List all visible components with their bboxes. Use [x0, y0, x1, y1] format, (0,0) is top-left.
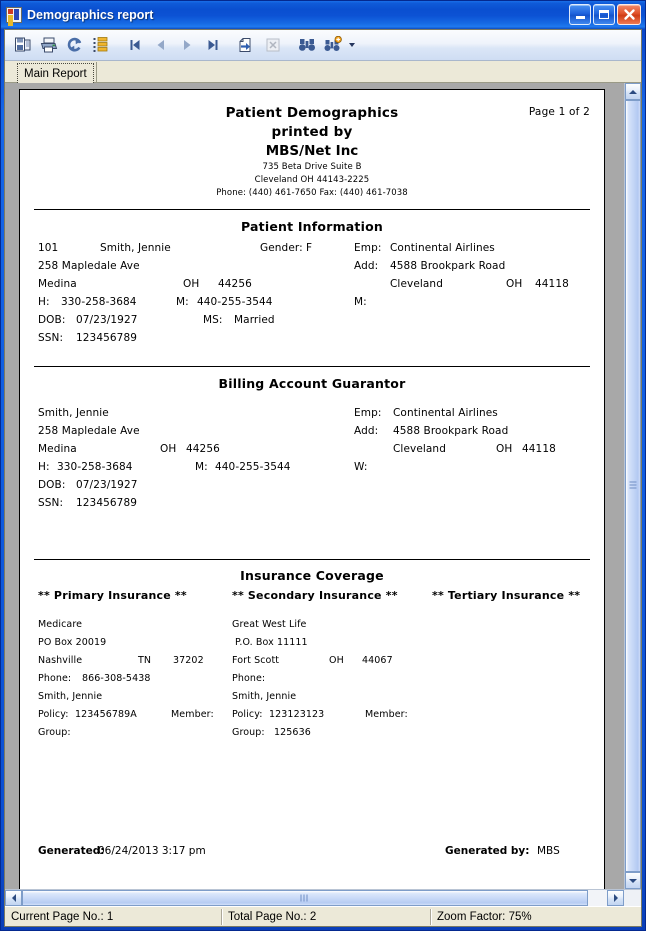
patient-dob-label: DOB:	[38, 314, 66, 326]
patient-emp-city: Cleveland	[390, 278, 443, 290]
search-next-dropdown-arrow[interactable]	[347, 34, 356, 56]
secondary-group-label: Group:	[232, 727, 265, 738]
patient-mobile-label: M:	[176, 296, 189, 308]
window-controls	[569, 4, 641, 25]
report-page-backdrop	[5, 83, 624, 889]
patient-state: OH	[183, 278, 200, 290]
tab-main-report-label: Main Report	[24, 67, 87, 80]
patient-information-title: Patient Information	[241, 219, 383, 234]
first-page-icon	[127, 37, 143, 53]
maximize-icon	[599, 10, 609, 19]
guarantor-title: Billing Account Guarantor	[218, 376, 406, 391]
binoculars-next-icon	[324, 36, 342, 54]
guarantor-add-label: Add:	[354, 425, 379, 437]
scroll-up-button[interactable]	[625, 83, 641, 100]
guarantor-work-label: W:	[354, 461, 368, 473]
generated-value: 06/24/2013 3:17 pm	[98, 845, 206, 857]
guarantor-emp-state: OH	[496, 443, 513, 455]
go-to-page-icon	[238, 36, 256, 54]
horizontal-scrollbar-thumb[interactable]	[22, 890, 588, 906]
primary-member-label: Member:	[171, 709, 214, 720]
tertiary-insurance-heading: ** Tertiary Insurance **	[432, 589, 581, 602]
patient-emp-state: OH	[506, 278, 523, 290]
report-company-address1: 735 Beta Drive Suite B	[262, 162, 362, 172]
guarantor-dob-value: 07/23/1927	[76, 479, 138, 491]
tertiary-phone-value	[432, 673, 597, 691]
binoculars-icon	[298, 36, 316, 54]
guarantor-ssn-value: 123456789	[76, 497, 138, 509]
patient-home-label: H:	[38, 296, 50, 308]
guarantor-row-dob	[38, 479, 590, 497]
report-toolbar	[5, 30, 641, 61]
secondary-insurance-column	[232, 619, 427, 745]
secondary-group-value: 125636	[274, 727, 311, 738]
group-tree-icon	[92, 36, 110, 54]
report-title-line1: Patient Demographics	[225, 105, 399, 121]
guarantor-row-city	[38, 443, 590, 461]
title-bar	[1, 1, 645, 29]
patient-ms-label: MS:	[203, 314, 223, 326]
primary-carrier: Medicare	[38, 619, 83, 630]
client-area	[4, 29, 642, 927]
horizontal-scrollbar-row	[5, 889, 641, 906]
primary-state: TN	[138, 655, 152, 666]
patient-account-no: 101	[38, 242, 59, 254]
patient-emp-address: 4588 Brookpark Road	[390, 260, 506, 272]
guarantor-home-label: H:	[38, 461, 50, 473]
patient-zip: 44256	[218, 278, 252, 290]
last-page-button[interactable]	[201, 33, 225, 57]
export-disk-icon	[14, 36, 32, 54]
tertiary-address	[432, 637, 597, 655]
search-text-button[interactable]	[295, 33, 319, 57]
stop-loading-icon	[266, 38, 280, 52]
chevron-right-icon	[614, 894, 618, 902]
next-page-button[interactable]	[175, 33, 199, 57]
scrollbar-grip-icon	[301, 895, 310, 902]
close-icon	[623, 8, 636, 21]
status-zoom-factor: Zoom Factor: 75%	[437, 910, 532, 923]
toggle-group-tree-button[interactable]	[89, 33, 113, 57]
primary-phone-label: Phone:	[38, 673, 72, 684]
search-next-button[interactable]	[321, 33, 345, 57]
guarantor-emp-address: 4588 Brookpark Road	[393, 425, 509, 437]
patient-name: Smith, Jennie	[100, 242, 171, 254]
patient-mobile-phone: 440-255-3544	[197, 296, 273, 308]
guarantor-dob-label: DOB:	[38, 479, 66, 491]
insurance-headings	[20, 589, 604, 611]
guarantor-row-ssn	[38, 497, 590, 515]
secondary-policy-label: Policy:	[232, 709, 263, 720]
stop-loading-button[interactable]	[261, 33, 285, 57]
scroll-right-button[interactable]	[607, 890, 624, 906]
patient-home-phone: 330-258-3684	[61, 296, 137, 308]
report-title-line2: printed by	[271, 124, 353, 140]
guarantor-zip: 44256	[186, 443, 220, 455]
minimize-icon	[576, 16, 585, 19]
patient-row-phones	[38, 296, 590, 314]
primary-insurance-column	[38, 619, 233, 745]
next-page-icon	[179, 37, 195, 53]
patient-emp-value: Continental Airlines	[390, 242, 495, 254]
maximize-button[interactable]	[593, 4, 615, 25]
report-page	[19, 89, 605, 889]
guarantor-name: Smith, Jennie	[38, 407, 109, 419]
report-page-number: Page 1 of 2	[528, 106, 590, 118]
tertiary-city	[432, 655, 597, 673]
report-footer	[20, 845, 604, 861]
vertical-scrollbar-thumb[interactable]	[625, 100, 641, 872]
report-viewer	[5, 83, 641, 906]
print-report-button[interactable]	[37, 33, 61, 57]
window-title: Demographics report	[27, 8, 154, 22]
guarantor-emp-city: Cleveland	[393, 443, 446, 455]
guarantor-emp-label: Emp:	[354, 407, 382, 419]
guarantor-emp-value: Continental Airlines	[393, 407, 498, 419]
guarantor-address: 258 Mapledale Ave	[38, 425, 140, 437]
patient-emp-add-label: Add:	[354, 260, 379, 272]
go-to-page-button[interactable]	[235, 33, 259, 57]
chevron-down-icon	[629, 879, 637, 883]
primary-zip: 37202	[173, 655, 204, 666]
previous-page-icon	[153, 37, 169, 53]
report-company-name: MBS/Net Inc	[265, 143, 359, 159]
tab-main-report[interactable]	[17, 63, 94, 83]
scroll-down-button[interactable]	[625, 872, 641, 889]
scroll-left-button[interactable]	[5, 890, 22, 906]
tab-strip-filler	[96, 62, 641, 82]
secondary-member-label: Member:	[365, 709, 408, 720]
primary-policy-label: Policy:	[38, 709, 69, 720]
patient-city: Medina	[38, 278, 77, 290]
first-page-button[interactable]	[123, 33, 147, 57]
guarantor-mobile-phone: 440-255-3544	[215, 461, 291, 473]
patient-emp-zip: 44118	[535, 278, 569, 290]
secondary-insurance-heading: ** Secondary Insurance **	[232, 589, 398, 602]
patient-information-body	[20, 242, 604, 350]
patient-row-address	[38, 260, 590, 278]
scrollbar-grip-icon	[630, 482, 637, 491]
refresh-icon	[66, 36, 84, 54]
secondary-subscriber: Smith, Jennie	[232, 691, 297, 702]
guarantor-row-phones	[38, 461, 590, 479]
report-viewer-row	[5, 83, 641, 889]
guarantor-city: Medina	[38, 443, 77, 455]
report-company-contact: Phone: (440) 461-7650 Fax: (440) 461-7038	[216, 188, 408, 198]
patient-ssn-value: 123456789	[76, 332, 138, 344]
guarantor-row-address	[38, 425, 590, 443]
generated-label: Generated:	[38, 845, 105, 857]
patient-row-city	[38, 278, 590, 296]
report-header	[20, 90, 604, 200]
printer-icon	[40, 36, 58, 54]
patient-ssn-label: SSN:	[38, 332, 64, 344]
patient-address: 258 Mapledale Ave	[38, 260, 140, 272]
secondary-carrier: Great West Life	[232, 619, 307, 630]
generated-by-label: Generated by:	[445, 845, 530, 857]
last-page-icon	[205, 37, 221, 53]
close-button[interactable]	[617, 4, 641, 25]
tertiary-insurance-column	[432, 619, 597, 745]
tertiary-carrier	[432, 619, 597, 637]
status-bar	[5, 906, 641, 926]
secondary-city: Fort Scott	[232, 655, 280, 666]
primary-phone-value: 866-308-5438	[82, 673, 151, 684]
primary-address: PO Box 20019	[38, 637, 107, 648]
guarantor-mobile-label: M:	[195, 461, 208, 473]
insurance-coverage-title: Insurance Coverage	[240, 568, 384, 583]
primary-subscriber: Smith, Jennie	[38, 691, 103, 702]
patient-gender-value: F	[306, 242, 313, 254]
guarantor-emp-zip: 44118	[522, 443, 556, 455]
status-total-page: Total Page No.: 2	[228, 910, 317, 923]
tertiary-group-value	[432, 727, 597, 745]
chevron-left-icon	[12, 894, 16, 902]
patient-emp-label: Emp:	[354, 242, 382, 254]
chevron-up-icon	[629, 90, 637, 94]
tertiary-policy-value	[432, 709, 597, 727]
refresh-button[interactable]	[63, 33, 87, 57]
secondary-state: OH	[329, 655, 344, 666]
report-company-address2: Cleveland OH 44143-2225	[254, 175, 370, 185]
secondary-policy-value: 123123123	[269, 709, 325, 720]
secondary-zip: 44067	[362, 655, 393, 666]
primary-group-label: Group:	[38, 727, 71, 738]
guarantor-home-phone: 330-258-3684	[57, 461, 133, 473]
guarantor-ssn-label: SSN:	[38, 497, 64, 509]
primary-city: Nashville	[38, 655, 83, 666]
secondary-phone-label: Phone:	[232, 673, 266, 684]
patient-row-dob	[38, 314, 590, 332]
minimize-button[interactable]	[569, 4, 591, 25]
secondary-address: P.O. Box 11111	[235, 637, 308, 648]
patient-dob-value: 07/23/1927	[76, 314, 138, 326]
guarantor-state: OH	[160, 443, 177, 455]
insurance-columns	[20, 611, 604, 761]
guarantor-row-name	[38, 407, 590, 425]
guarantor-body	[20, 399, 604, 515]
status-current-page: Current Page No.: 1	[11, 910, 114, 923]
horizontal-scrollbar-track[interactable]	[588, 890, 607, 906]
patient-row-name	[38, 242, 590, 260]
report-tab-strip	[5, 61, 641, 83]
patient-emp-mobile-label: M:	[354, 296, 367, 308]
vertical-scrollbar[interactable]	[624, 83, 641, 889]
previous-page-button[interactable]	[149, 33, 173, 57]
patient-ms-value: Married	[234, 314, 275, 326]
primary-policy-value: 123456789A	[75, 709, 137, 720]
export-report-button[interactable]	[11, 33, 35, 57]
report-app-icon	[6, 7, 22, 23]
scrollbar-corner	[624, 890, 641, 906]
generated-by-value: MBS	[537, 845, 560, 857]
tertiary-subscriber	[432, 691, 597, 709]
patient-gender-label: Gender:	[260, 242, 303, 254]
primary-insurance-heading: ** Primary Insurance **	[38, 589, 187, 602]
patient-row-ssn	[38, 332, 590, 350]
